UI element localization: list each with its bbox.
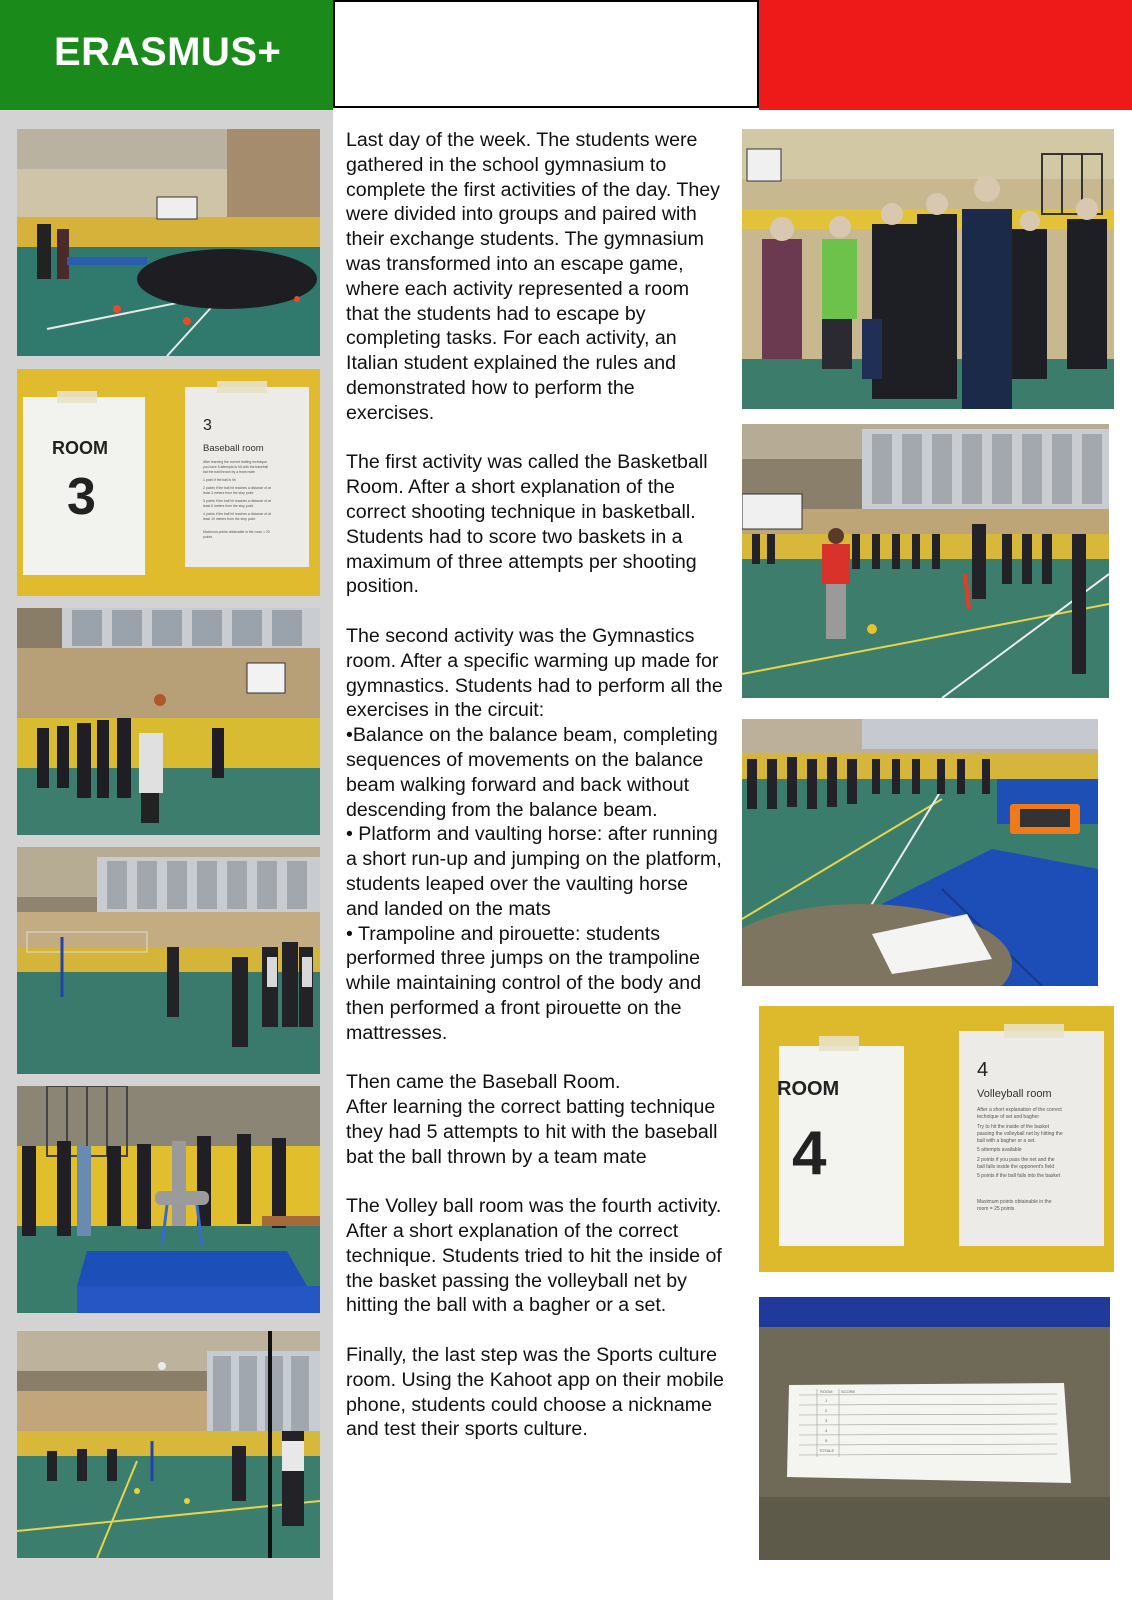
- room4-rule: After a short explanation of the correct: [977, 1107, 1062, 1113]
- room4-sheet-number: 4: [977, 1059, 989, 1081]
- room3-sign-label: ROOM: [52, 438, 108, 458]
- room4-rule: ball with a bagher or a set.: [977, 1138, 1036, 1144]
- photo-scoresheet: [759, 1297, 1110, 1560]
- room3-rule: After learning the correct batting technique: [203, 460, 267, 464]
- scoresheet-row: 4: [825, 1428, 828, 1433]
- scoresheet-row: 3: [825, 1418, 828, 1423]
- room3-sign-number: 3: [67, 468, 96, 526]
- article-paragraph-sports-culture: Finally, the last step was the Sports culture room. Using the Kahoot app on their mobile phone, students could choose a nickname and test their sports culture.: [346, 1344, 724, 1441]
- article-paragraph-basketball: The first activity was called the Basketball Room. After a short explanation of the correct shooting technique in basketball. Students had to score two baskets in a maximum of three attempts per shooting position.: [346, 451, 708, 598]
- room4-rule: passing the volleyball net by hitting the: [977, 1131, 1063, 1137]
- room3-rule: least 3 meters from the stop point: [203, 491, 254, 495]
- room4-sign-label: ROOM: [777, 1078, 840, 1100]
- room4-rule: 5 points if the ball falls into the basket: [977, 1173, 1061, 1179]
- room3-rule: 2 points if the ball hit reaches a distance of at: [203, 486, 271, 490]
- room4-rule: Try to hit the inside of the basket: [977, 1124, 1050, 1130]
- photo-mats-trampoline: [742, 719, 1098, 986]
- room4-rule: Maximum points obtainable in the: [977, 1199, 1052, 1205]
- scoresheet-row: TOTALE: [819, 1448, 835, 1453]
- room3-rule: Maximum points obtainable in the room = 20: [203, 530, 270, 534]
- room4-rule: 2 points if you pass the net and the: [977, 1157, 1055, 1163]
- article-paragraph-volleyball: The Volley ball room was the fourth activity. After a short explanation of the correct technique. Students tried to hit the inside of the basket passing the volleyball net by hitting the ball with a bagher or a set.: [346, 1195, 722, 1317]
- room3-rule: bat the ball thrown by a team mate: [203, 470, 256, 474]
- room3-rule: 1 point if the ball is hit: [203, 478, 236, 482]
- room3-rule: least 10 meters from the stop point: [203, 517, 256, 521]
- room4-rule: ball falls inside the opponent's field: [977, 1164, 1055, 1170]
- room3-rule: you have 5 attempts to hit with the baseball: [203, 465, 269, 469]
- article-paragraph-gymnastics: The second activity was the Gymnastics room. After a specific warming up made for gymnastics. Students had to perform all the exercises in the circuit: •Balance on the balance beam, completing sequences of movements on the balance beam walking forward and back without descending from the balance beam. • Platform and vaulting horse: after running a short run-up and jumping on the platform, students leaped over the vaulting horse and landed on the mats • Trampoline and pirouette: students performed three jumps on the trampoline while maintaining control of the body and then performed a front pirouette on the mattresses.: [346, 624, 723, 1044]
- photo-gym-overview: [17, 129, 320, 356]
- room3-rule: 4 points if the ball hit reaches a distance of at: [203, 512, 271, 516]
- header-flag-red: [759, 0, 1132, 110]
- photo-vaulting-horse: [17, 1086, 320, 1313]
- scoresheet-row: 1: [825, 1398, 828, 1403]
- scoresheet-col-score: SCORE: [841, 1389, 856, 1394]
- room4-rule: technique of set and bagher: [977, 1114, 1039, 1120]
- photo-volleyball-net: [17, 847, 320, 1074]
- room3-rule: least 6 meters from the stop point: [203, 504, 254, 508]
- photo-students-crowd: [742, 129, 1114, 409]
- scoresheet-row: 5: [825, 1438, 828, 1443]
- photo-room-3-sign: [17, 369, 320, 596]
- article-body: [346, 128, 726, 1442]
- photo-room-4-sign: [759, 1006, 1114, 1272]
- header-flag-white: [333, 0, 759, 108]
- room3-rule: 3 points if the ball hit reaches a distance of at: [203, 499, 271, 503]
- room3-sheet-title: Baseball room: [203, 443, 264, 454]
- article-paragraph-intro: Last day of the week. The students were gathered in the school gymnasium to complete the first activities of the day. They were divided into groups and paired with their exchange students. The gymnasium was transformed into an escape game, where each activity represented a room that the students had to escape by completing tasks. For each activity, an Italian student explained the rules and demonstrated how to perform the exercises.: [346, 129, 720, 424]
- photo-students-ball: [17, 608, 320, 835]
- photo-ball-in-air: [17, 1331, 320, 1558]
- room4-rule: 5 attempts available: [977, 1147, 1022, 1153]
- photo-gym-instructor: [742, 424, 1109, 698]
- scoresheet-col-room: ROOM: [820, 1389, 833, 1394]
- scoresheet-row: 2: [825, 1408, 828, 1413]
- room3-sheet-number: 3: [203, 417, 212, 434]
- article-paragraph-baseball: Then came the Baseball Room. After learning the correct batting technique they had 5 attempts to hit with the baseball bat the ball thrown by a team mate: [346, 1071, 718, 1168]
- room4-rule: room = 25 points: [977, 1206, 1015, 1212]
- room3-rule: points: [203, 535, 213, 539]
- room4-sign-number: 4: [792, 1119, 827, 1188]
- room4-sheet-title: Volleyball room: [977, 1088, 1052, 1100]
- brand-title: ERASMUS+: [54, 30, 282, 74]
